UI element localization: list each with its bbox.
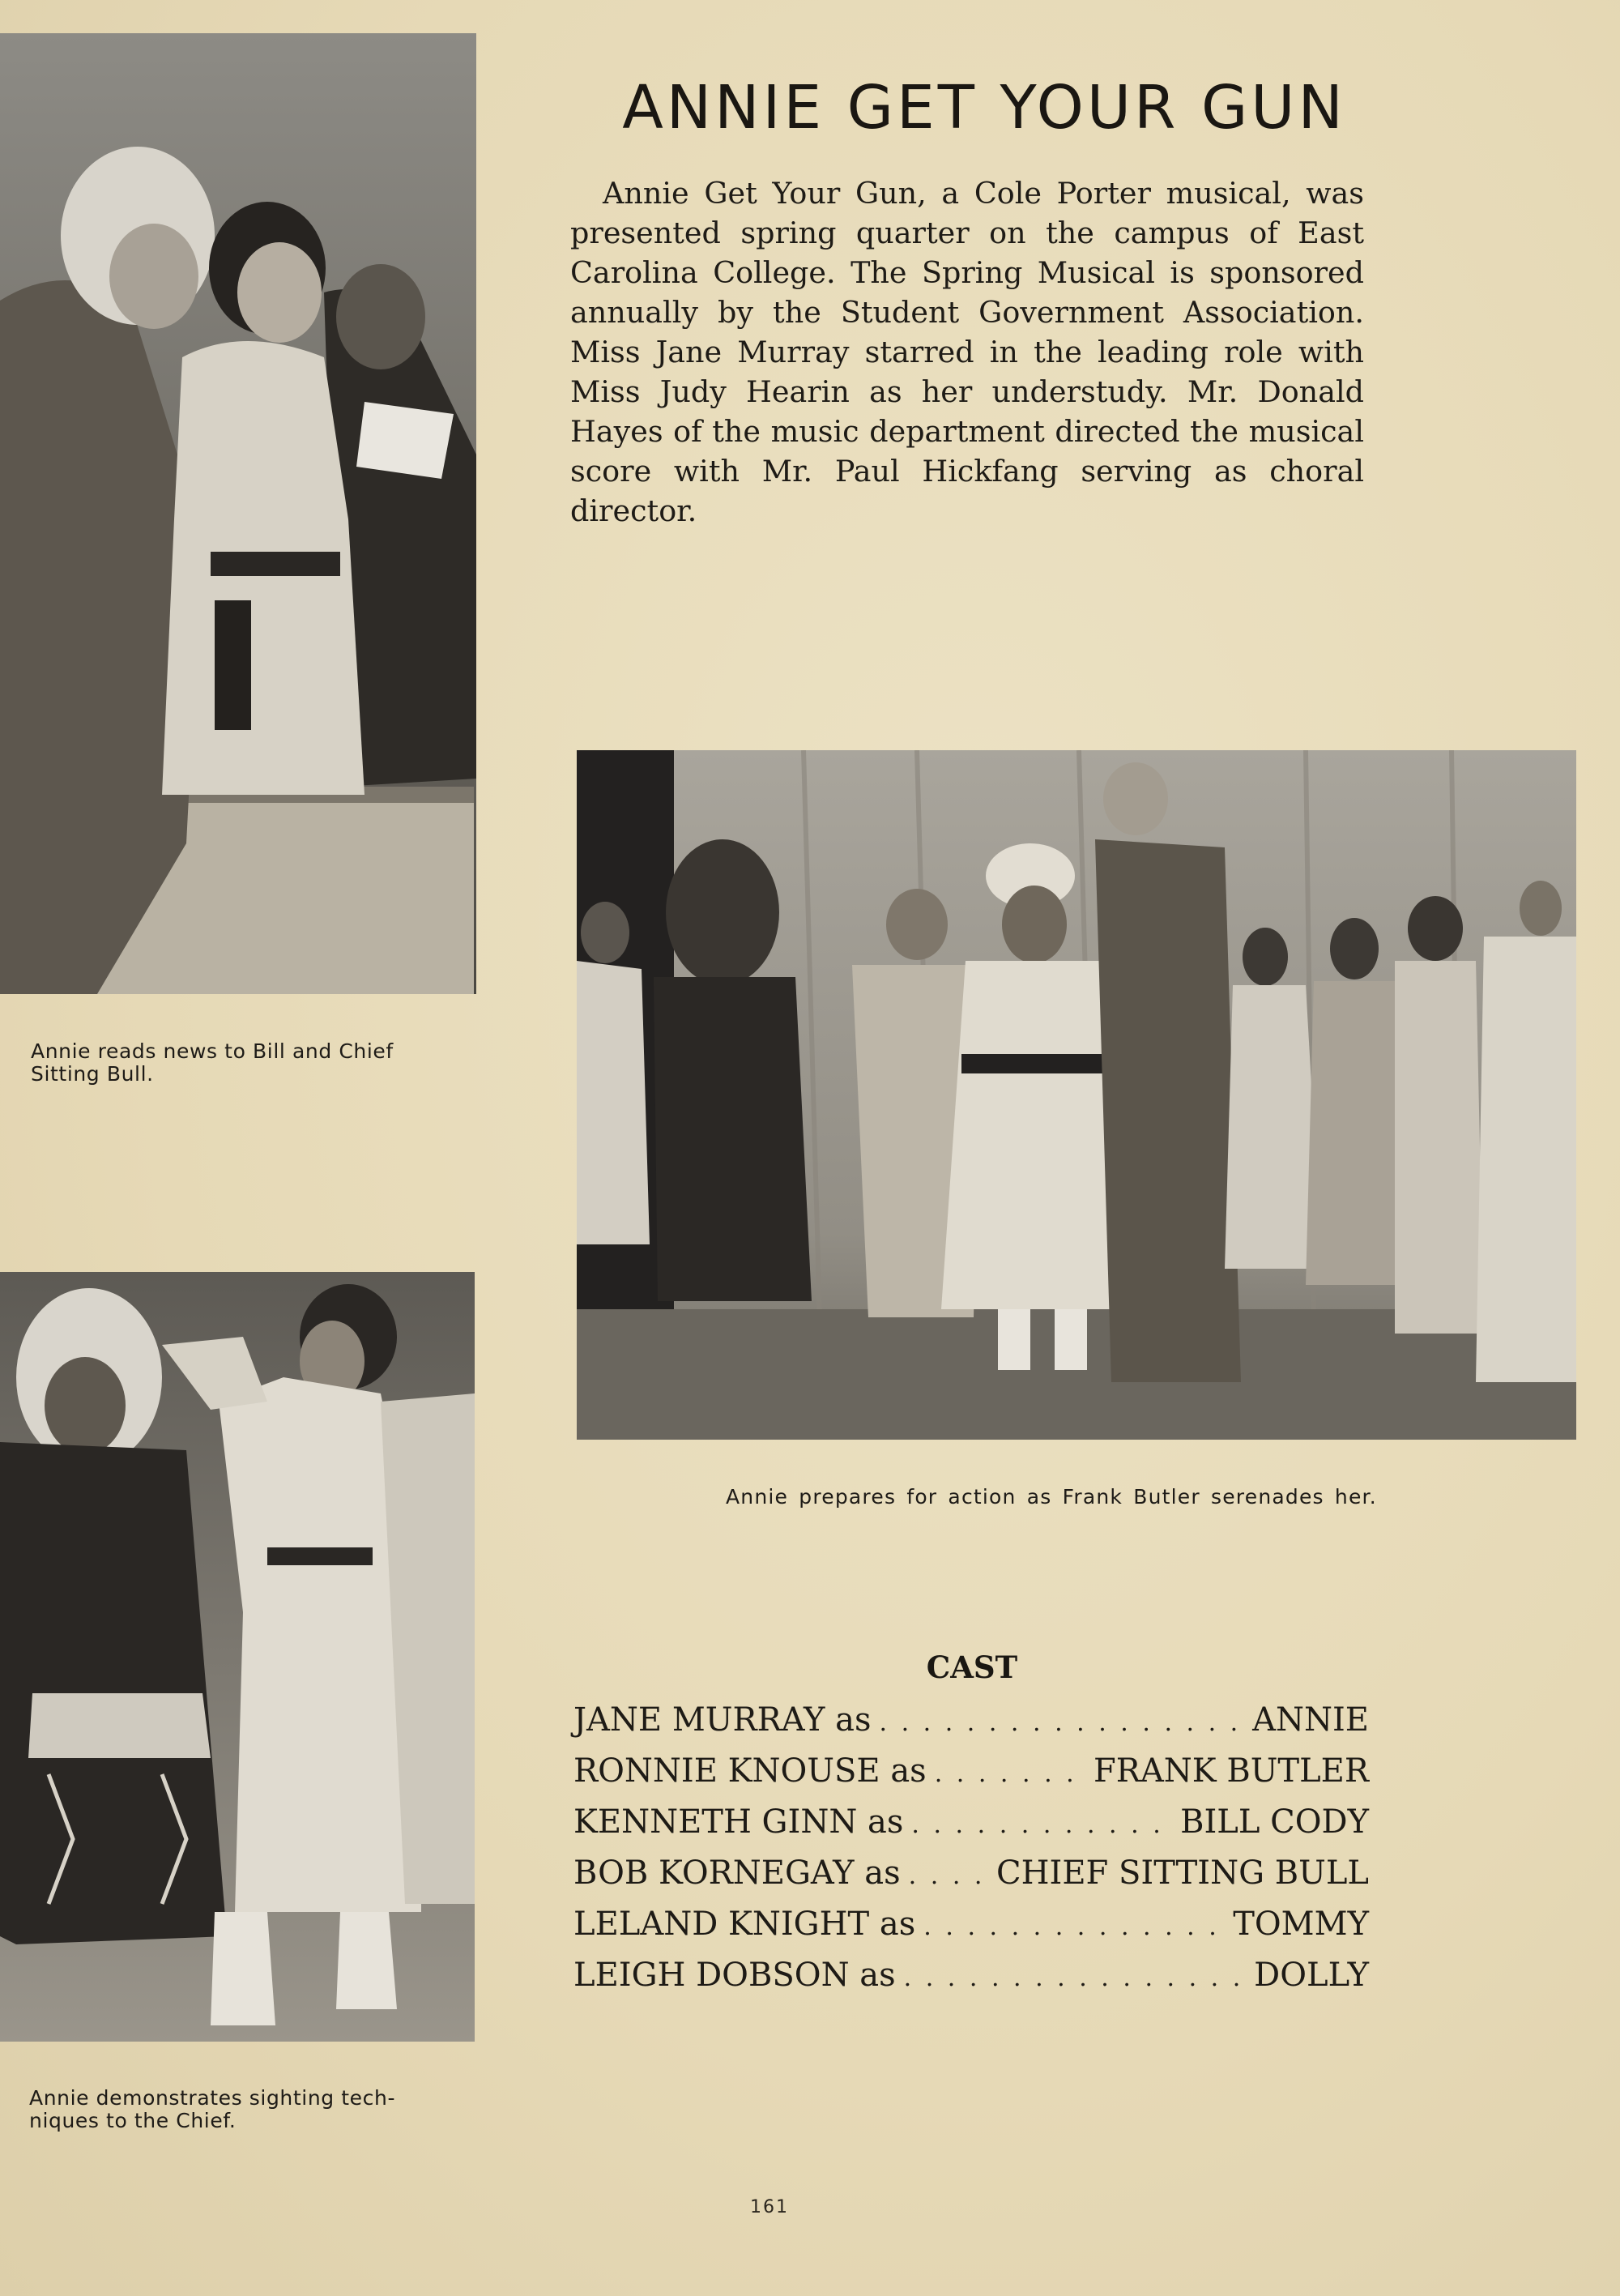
cast-row bbox=[573, 1906, 1369, 1957]
photo-annie-reads-news-image bbox=[0, 33, 476, 994]
cast-role: FRANK BUTLER bbox=[1093, 1752, 1369, 1790]
cast-actor: RONNIE KNOUSE as bbox=[573, 1752, 927, 1790]
cast-role: DOLLY bbox=[1254, 1957, 1369, 1994]
cast-row bbox=[573, 1803, 1369, 1854]
dot-leader bbox=[880, 1709, 1245, 1737]
cast-role: ANNIE bbox=[1252, 1701, 1369, 1739]
cast-actor: BOB KORNEGAY as bbox=[573, 1854, 901, 1892]
cast-row bbox=[573, 1701, 1369, 1752]
photo-annie-demonstrates bbox=[0, 1272, 475, 2042]
cast-role: BILL CODY bbox=[1180, 1803, 1369, 1841]
dot-leader bbox=[909, 1862, 988, 1890]
cast-actor: JANE MURRAY as bbox=[573, 1701, 872, 1739]
page-number: 161 bbox=[750, 2197, 789, 2217]
cast-heading: CAST bbox=[926, 1649, 1018, 1685]
photo-caption: Annie reads news to Bill and Chief Sitting Bull. bbox=[31, 1039, 394, 1086]
cast-list bbox=[573, 1701, 1369, 2008]
cast-actor: KENNETH GINN as bbox=[573, 1803, 904, 1841]
page-title: ANNIE GET YOUR GUN bbox=[622, 73, 1346, 143]
photo-annie-prepares bbox=[577, 750, 1576, 1440]
cast-row bbox=[573, 1752, 1369, 1803]
photo-caption: Annie prepares for action as Frank Butler serenades her. bbox=[726, 1485, 1377, 1509]
dot-leader bbox=[923, 1913, 1225, 1941]
photo-caption: Annie demonstrates sighting tech-niques to the Chief. bbox=[29, 2086, 396, 2132]
cast-role: CHIEF SITTING BULL bbox=[996, 1854, 1369, 1892]
cast-actor: LELAND KNIGHT as bbox=[573, 1906, 916, 1943]
dot-leader bbox=[911, 1811, 1172, 1839]
cast-row bbox=[573, 1854, 1369, 1906]
photo-annie-demonstrates-image bbox=[0, 1272, 475, 2042]
intro-paragraph: Annie Get Your Gun, a Cole Porter musical, was presented spring quarter on the campus of East Carolina College. The Spring Musical is sponsored annually by the Student Government Association. Miss Jane Murray starred in the leading role with Miss Judy Hearin as her understudy. Mr. Donald Hayes of the music department directed the musical score with Mr. Paul Hickfang serving as choral director. bbox=[570, 176, 1364, 528]
photo-annie-prepares-image bbox=[577, 750, 1576, 1440]
dot-leader bbox=[935, 1760, 1085, 1788]
photo-annie-reads-news bbox=[0, 33, 476, 994]
cast-row bbox=[573, 1957, 1369, 2008]
dot-leader bbox=[904, 1964, 1247, 1992]
cast-role: TOMMY bbox=[1233, 1906, 1369, 1943]
cast-actor: LEIGH DOBSON as bbox=[573, 1957, 896, 1994]
